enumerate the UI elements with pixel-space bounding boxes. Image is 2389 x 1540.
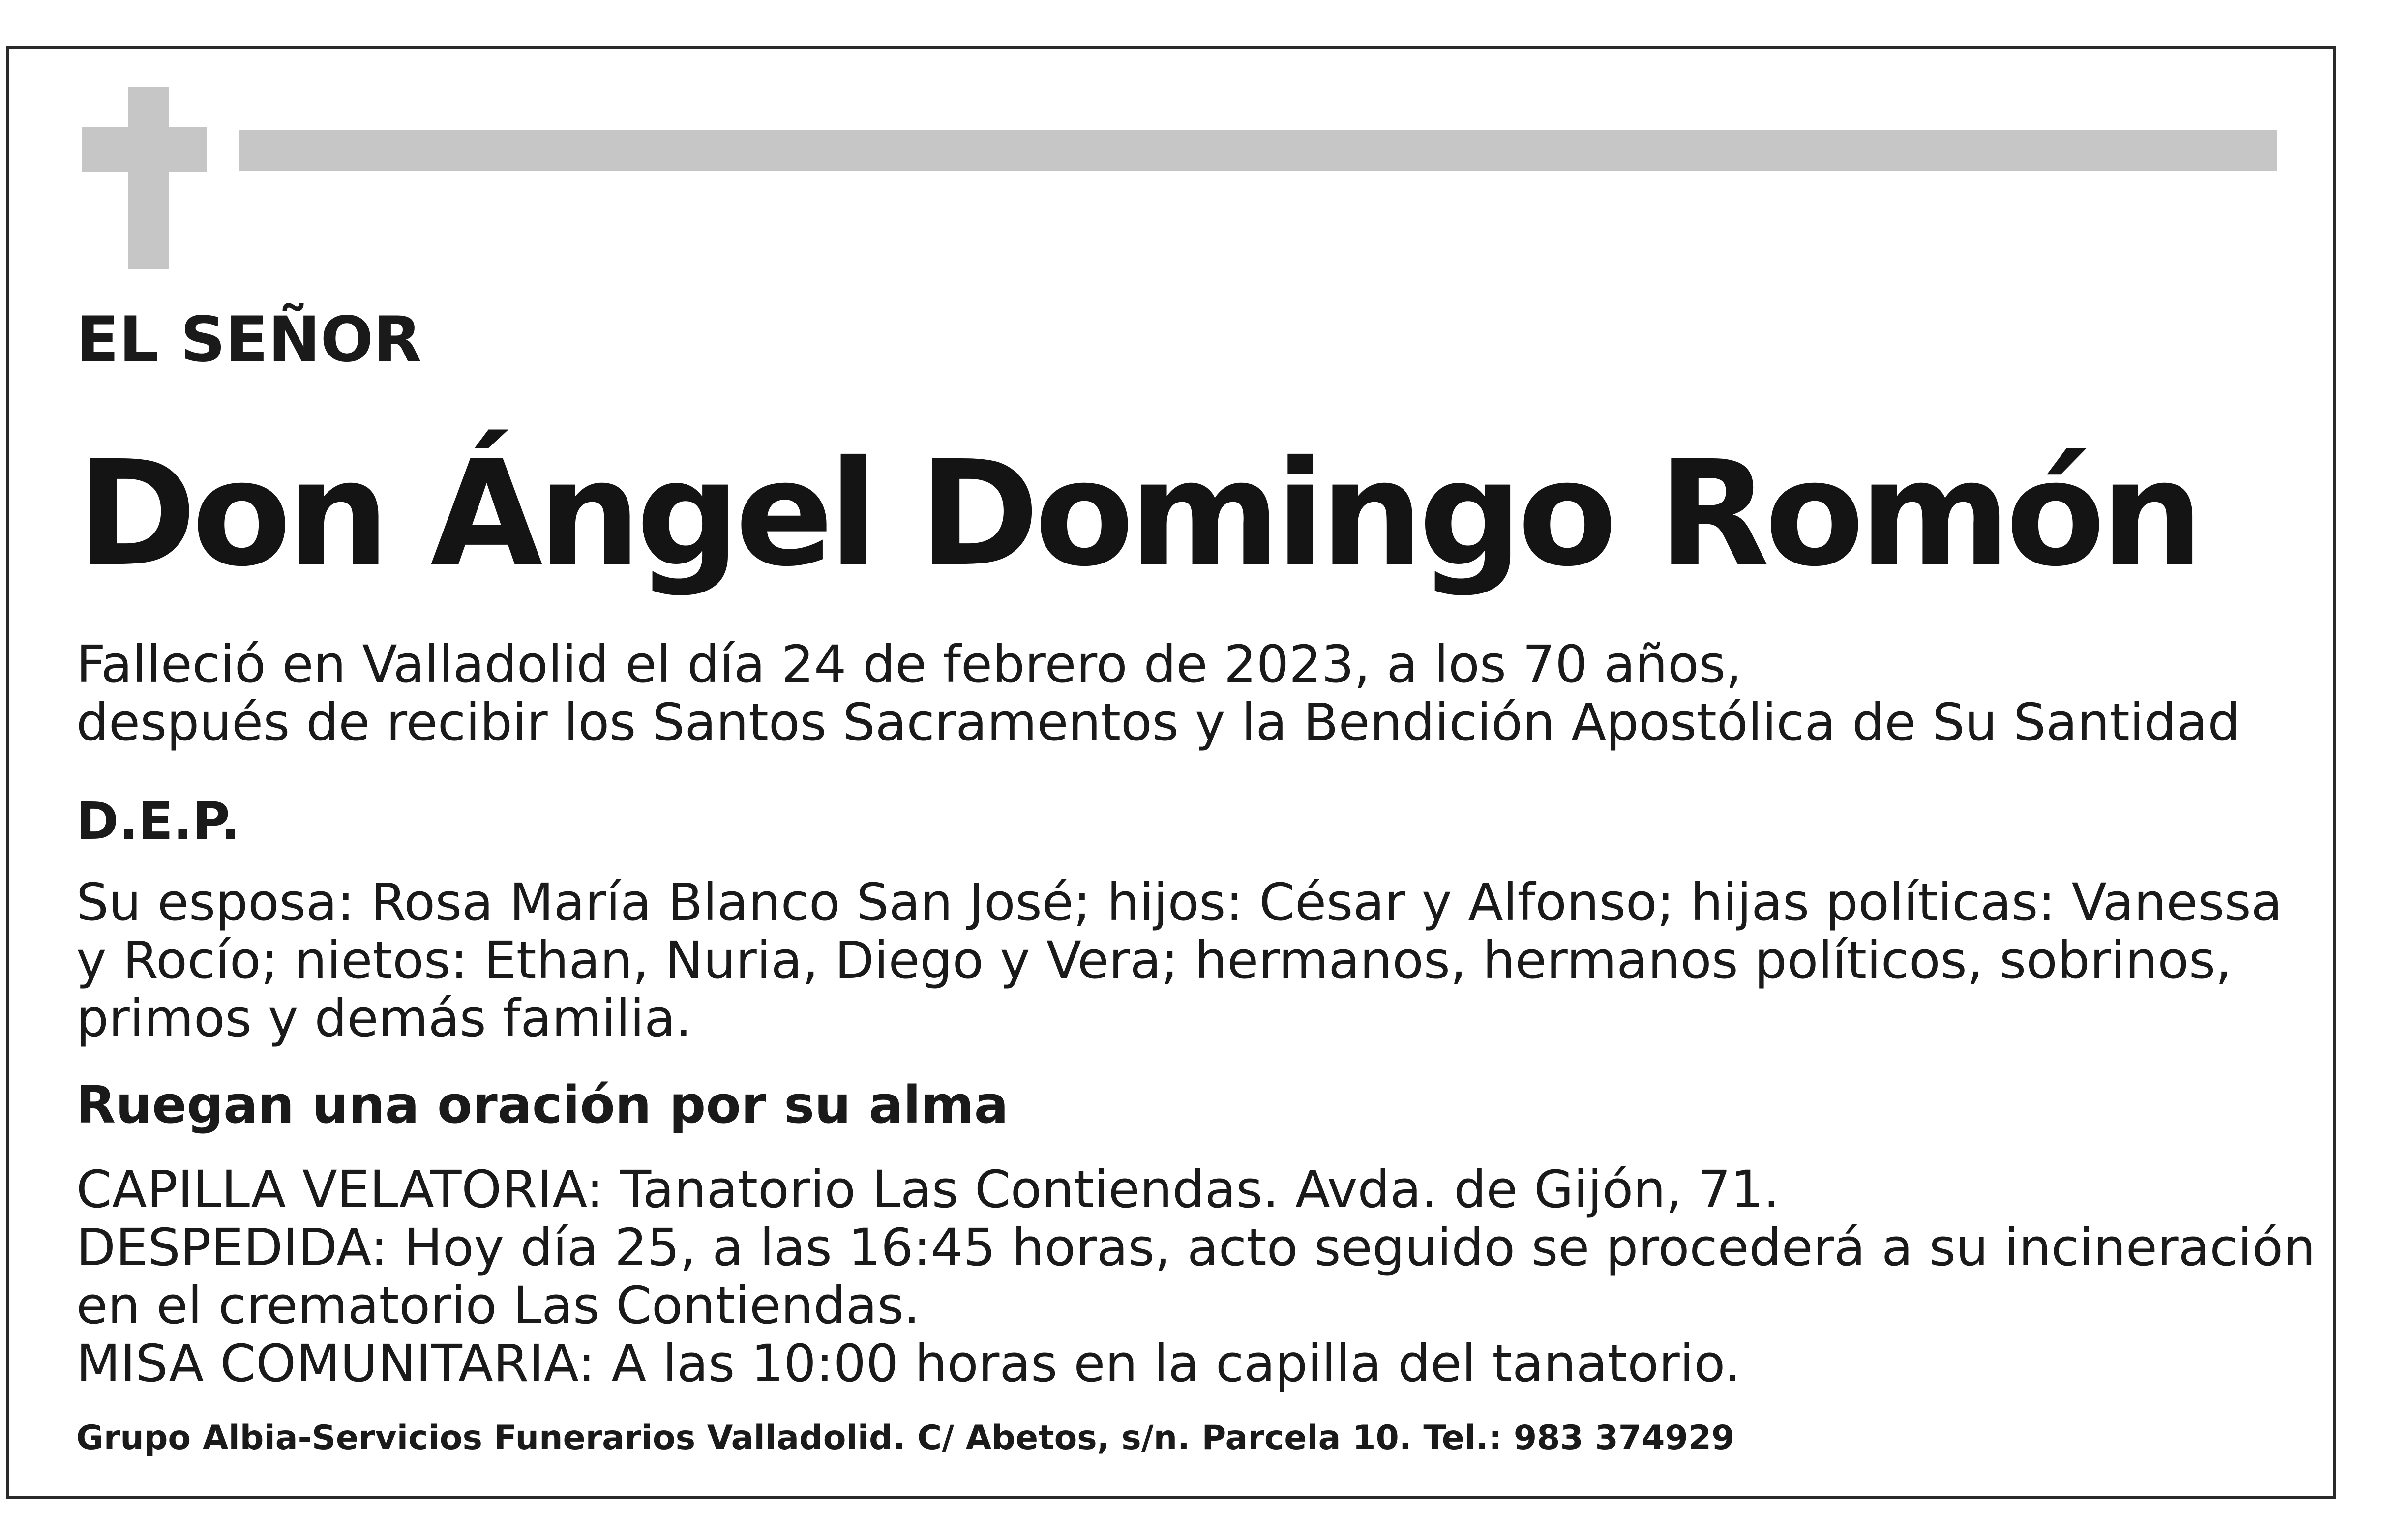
rip-label: D.E.P. — [76, 791, 240, 851]
family-line: primos y demás familia. — [76, 988, 692, 1048]
detail-line: en el crematorio Las Contiendas. — [76, 1275, 920, 1335]
family-line: y Rocío; nietos: Ethan, Nuria, Diego y Vera; hermanos, hermanos políticos, sobrinos, — [76, 930, 2232, 990]
header-rule — [239, 130, 2277, 171]
honorific: EL SEÑOR — [76, 303, 422, 376]
deceased-name: Don Ángel Domingo Romón — [76, 429, 2199, 598]
detail-line: DESPEDIDA: Hoy día 25, a las 16:45 horas, acto seguido se procederá a su incineración — [76, 1217, 2316, 1277]
announcement-line: Falleció en Valladolid el día 24 de febrero de 2023, a los 70 años, — [76, 634, 1742, 694]
detail-line: CAPILLA VELATORIA: Tanatorio Las Contiendas. Avda. de Gijón, 71. — [76, 1159, 1780, 1219]
funeral-home-footer: Grupo Albia-Servicios Funerarios Valladolid. C/ Abetos, s/n. Parcela 10. Tel.: 983 374929 — [76, 1419, 1735, 1457]
cross-horizontal-beam — [82, 127, 207, 172]
prayer-request: Ruegan una oración por su alma — [76, 1075, 1009, 1135]
detail-line: MISA COMUNITARIA: A las 10:00 horas en la capilla del tanatorio. — [76, 1333, 1741, 1393]
family-list — [76, 873, 2282, 1047]
service-details — [76, 1160, 2316, 1392]
cross-vertical-beam — [128, 87, 169, 269]
death-announcement — [76, 635, 2240, 751]
family-line: Su esposa: Rosa María Blanco San José; hijos: César y Alfonso; hijas políticas: Vanessa — [76, 872, 2283, 932]
announcement-line: después de recibir los Santos Sacramentos y la Bendición Apostólica de Su Santidad — [76, 692, 2240, 752]
